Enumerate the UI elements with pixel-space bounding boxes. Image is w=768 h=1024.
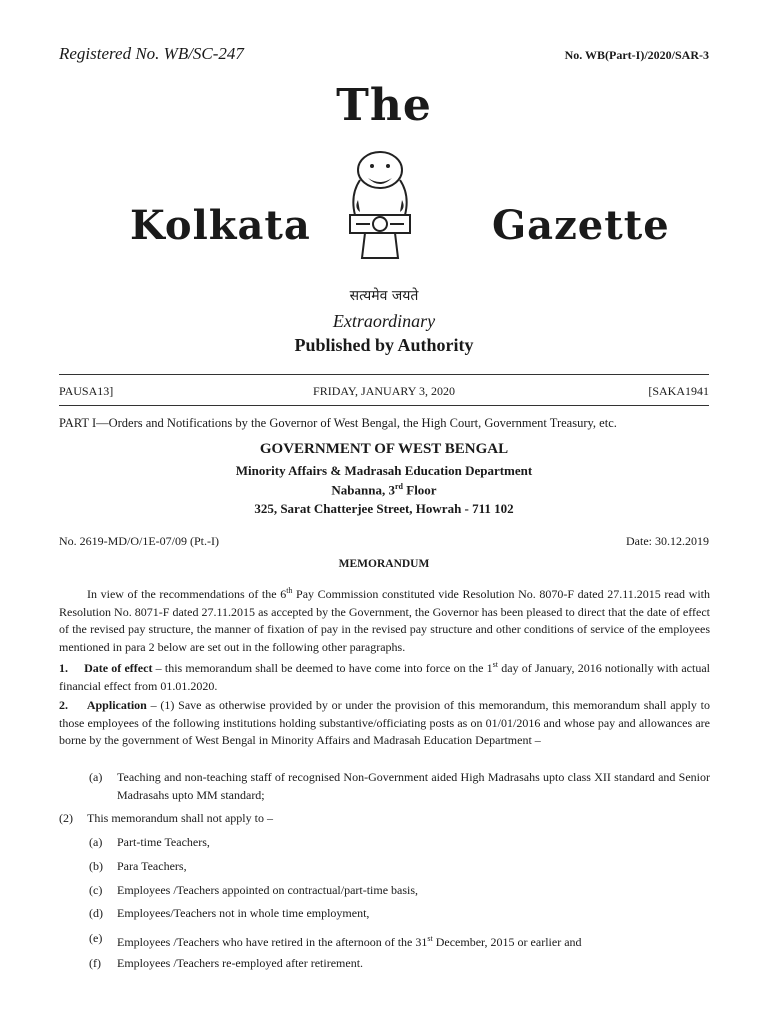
part-heading: PART I—Orders and Notifications by the Governor of West Bengal, the High Court, Government Treasury, etc. [59,416,617,430]
memo-number: No. 2619-MD/O/1E-07/09 (Pt.-I) [59,534,219,548]
saka-date: [SAKA1941 [648,384,709,398]
item-label: (a) [89,770,103,784]
office-address: 325, Sarat Chatterjee Street, Howrah - 711 102 [254,501,514,516]
department-name: Minority Affairs & Madrasah Education Department [235,463,533,478]
publication-date: FRIDAY, JANUARY 3, 2020 [313,384,455,398]
paragraph-date-of-effect: 1. Date of effect – this memorandum shall be deemed to have come into force on the 1st day of January, 2016 notionally with actual financial effect from 01.01.2020. [59,660,711,693]
paragraph-application: 2. Application – (1) Save as otherwise provided by or under the provision of this memorandum, this memorandum shall apply to those employees of the following institutions holding substantive/officiating posts as on 01/01/2016 and whose pay and allowances are borne by the government of West Bengal in Minority Affairs and Madrasah Education Department – [59,698,710,747]
office-floor: Nabanna, 3rd Floor [331,482,437,498]
masthead-the: The [336,80,432,131]
government-title: GOVERNMENT OF WEST BENGAL [259,441,509,457]
extraordinary-label: Extraordinary [332,311,436,331]
memo-heading: MEMORANDUM [338,558,430,570]
registered-number: Registered No. WB/SC-247 [59,44,244,63]
issue-number: No. WB(Part-I)/2020/SAR-3 [564,48,709,62]
memo-intro-paragraph: In view of the recommendations of the 6th Pay Commission constituted vide Resolution No. 8070-F dated 27.11.2015 read with Resolution No. 8071-F dated 27.11.2015 as accepted by the Government, the Governor has been pleased to direct that the date of effect of the revised pay structure, the manner of fixation of pay in the revised pay structure and other conditions of service of the employees mentioned in para 2 below are set out in the following other paragraphs. [59,586,710,654]
masthead-gazette: Gazette [492,202,670,249]
masthead-kolkata: Kolkata [130,202,311,249]
top-divider [59,374,709,375]
item-text: Teaching and non-teaching staff of recognised Non-Government aided High Madrasahs upto class XII standard and Senior Madrasahs upto MM standard; [117,770,710,802]
published-by-authority: Published by Authority [294,335,474,355]
bottom-divider [59,405,709,406]
emblem-motto: सत्यमेव जयते [349,288,419,304]
memo-date: Date: 30.12.2019 [626,534,709,548]
state-emblem-icon [330,140,430,290]
pausa-date: PAUSA13] [59,384,114,398]
